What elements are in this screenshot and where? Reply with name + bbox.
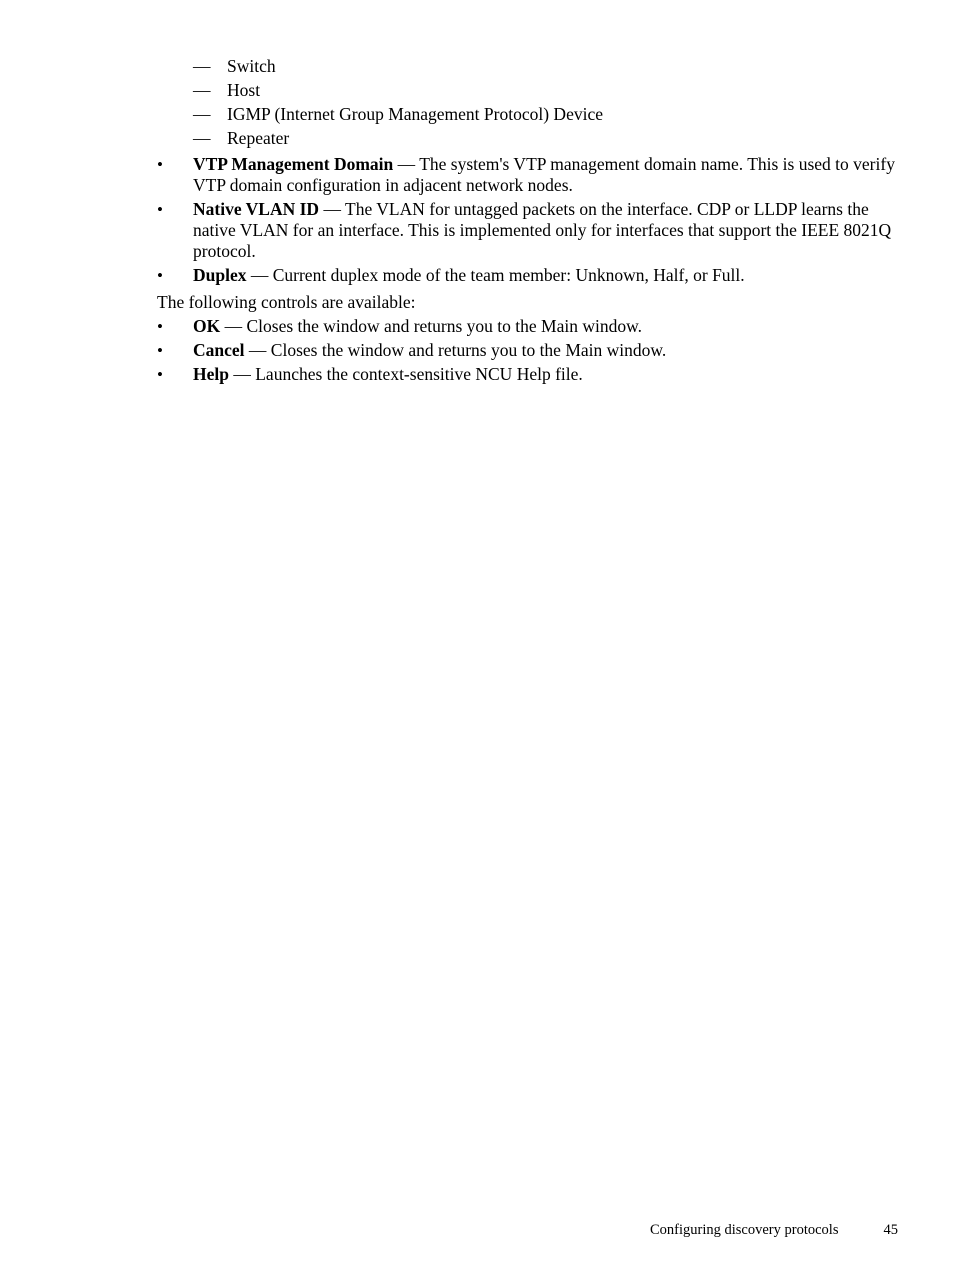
list-item xyxy=(193,126,603,150)
field-desc: — The system's VTP management domain name. This is used to verify VTP domain configuration in adjacent network nodes. xyxy=(193,154,895,195)
list-item xyxy=(157,340,899,361)
device-type-label: IGMP (Internet Group Management Protocol) Device xyxy=(227,104,603,124)
field-description xyxy=(193,265,899,286)
field-term: Native VLAN ID xyxy=(193,199,320,219)
field-term: Duplex xyxy=(193,265,247,285)
footer-section-title: Configuring discovery protocols xyxy=(650,1222,839,1238)
list-item xyxy=(157,364,899,385)
list-item xyxy=(157,265,899,286)
field-description-list xyxy=(157,154,899,289)
bullet-marker: • xyxy=(157,200,163,219)
page-footer xyxy=(650,1221,898,1239)
list-item xyxy=(157,154,899,196)
bullet-marker: • xyxy=(157,341,163,360)
field-desc: — The VLAN for untagged packets on the interface. CDP or LLDP learns the native VLAN for an interface. This is implemented only for interfaces that support the IEEE 8021Q protocol. xyxy=(193,199,892,261)
bullet-marker: • xyxy=(157,155,163,174)
dash-marker: — xyxy=(193,56,211,76)
device-type-list xyxy=(193,54,603,150)
control-term: OK xyxy=(193,316,221,336)
dash-marker: — xyxy=(193,104,211,124)
list-item xyxy=(157,316,899,337)
control-desc: — Closes the window and returns you to the Main window. xyxy=(220,316,642,336)
device-type-label: Repeater xyxy=(227,128,290,148)
control-term: Help xyxy=(193,364,229,384)
control-desc: — Launches the context-sensitive NCU Help file. xyxy=(228,364,583,384)
bullet-marker: • xyxy=(157,317,163,336)
list-item xyxy=(193,78,603,102)
field-description xyxy=(193,154,899,196)
controls-list xyxy=(157,316,899,388)
controls-intro: The following controls are available: xyxy=(157,292,416,312)
control-description xyxy=(193,340,899,361)
list-item xyxy=(157,199,899,262)
field-term: VTP Management Domain xyxy=(193,154,394,174)
control-desc: — Closes the window and returns you to the Main window. xyxy=(244,340,667,360)
bullet-marker: • xyxy=(157,266,163,285)
list-item xyxy=(193,102,603,126)
list-item xyxy=(193,54,603,78)
control-description xyxy=(193,364,899,385)
field-description xyxy=(193,199,899,262)
dash-marker: — xyxy=(193,128,211,148)
field-desc: — Current duplex mode of the team member: Unknown, Half, or Full. xyxy=(246,265,745,285)
device-type-label: Switch xyxy=(227,56,276,76)
bullet-marker: • xyxy=(157,365,163,384)
device-type-label: Host xyxy=(227,80,261,100)
control-term: Cancel xyxy=(193,340,245,360)
dash-marker: — xyxy=(193,80,211,100)
control-description xyxy=(193,316,899,337)
page-number: 45 xyxy=(883,1222,898,1238)
